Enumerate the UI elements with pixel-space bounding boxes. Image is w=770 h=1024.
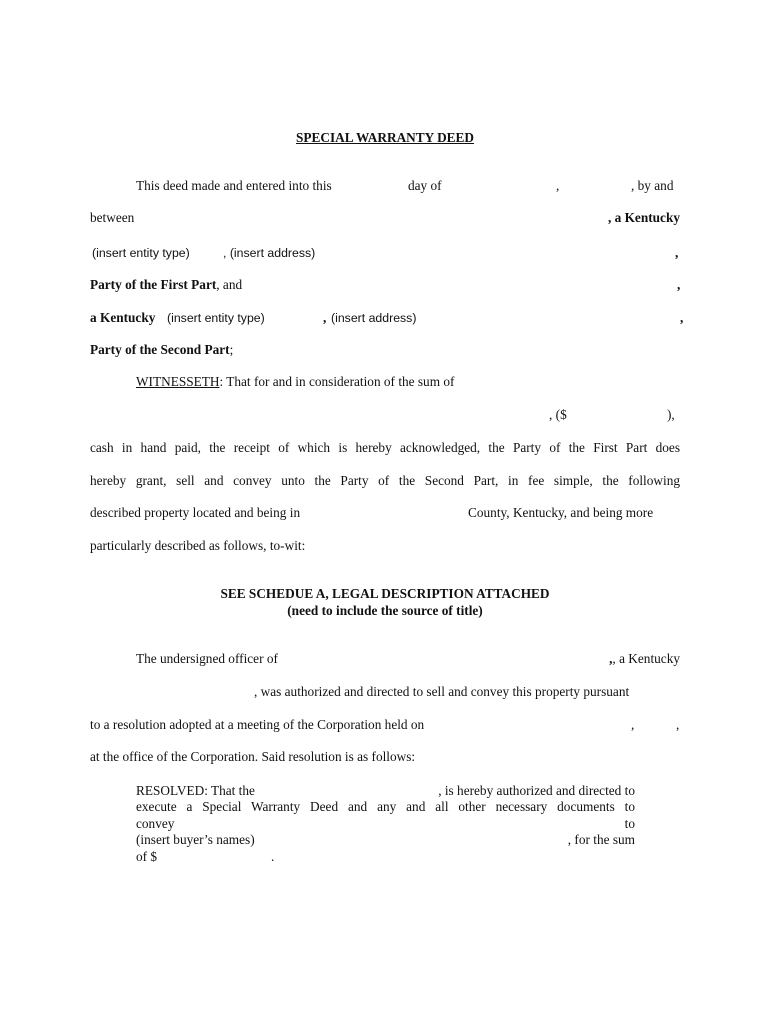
resolved-to: to <box>624 816 635 831</box>
officer-intro: The undersigned officer of <box>136 651 278 666</box>
insert-address-1: , (insert address) <box>223 246 316 260</box>
by-and-text: , by and <box>631 178 674 193</box>
officer-comma: , <box>609 651 613 666</box>
first-party-kentucky: , a Kentucky <box>607 210 680 225</box>
line-end-comma-1: , <box>675 245 679 260</box>
deed-intro-text: This deed made and entered into this <box>136 178 332 193</box>
between-text: between <box>90 210 135 225</box>
witnesseth-line <box>136 374 454 390</box>
schedule-subheading: (need to include the source of title) <box>287 603 483 618</box>
resolved-for-sum: , for the sum <box>567 832 635 847</box>
resolved-line-2: execute a Special Warranty Deed and any and all other necessary documents to <box>136 799 635 814</box>
insert-entity-type-1: (insert entity type) <box>92 246 190 260</box>
officer-office: at the office of the Corporation. Said resolution is as follows: <box>90 749 416 764</box>
grant-line-4: particularly described as follows, to-wit: <box>90 538 306 553</box>
schedule-heading: SEE SCHEDUE A, LEGAL DESCRIPTION ATTACHED <box>220 586 550 601</box>
dollar-open: , ($ <box>549 407 567 422</box>
separator-comma: , <box>323 310 327 325</box>
insert-address-2: (insert address) <box>331 311 417 325</box>
grant-line-3a: described property located and being in <box>90 505 301 520</box>
grant-line-3b: County, Kentucky, and being more <box>468 505 654 520</box>
day-of-text: day of <box>408 178 442 193</box>
grant-line-2: hereby grant, sell and convey unto the Party of the Second Part, in fee simple, the following <box>90 473 680 488</box>
dollar-close: ), <box>667 407 675 422</box>
officer-comma-2: , <box>676 717 680 732</box>
semicolon-text: ; <box>229 342 234 357</box>
party-second-label: Party of the Second Part <box>90 342 230 357</box>
witnesseth-label: WITNESSETH <box>136 374 220 389</box>
insert-entity-type-2: (insert entity type) <box>167 311 265 325</box>
officer-authorized: , was authorized and directed to sell and convey this property pursuant <box>254 684 630 699</box>
party-first-line <box>90 277 242 293</box>
officer-kentucky-text: , a Kentucky <box>612 651 680 666</box>
date-comma: , <box>556 178 560 193</box>
second-party-kentucky: a Kentucky <box>90 310 156 325</box>
line-end-comma-3: , <box>680 310 684 325</box>
resolved-buyers: (insert buyer’s names) <box>136 832 255 847</box>
resolved-authorized: , is hereby authorized and directed to <box>438 783 635 798</box>
line-end-comma-2: , <box>677 277 681 292</box>
witnesseth-text: : That for and in consideration of the sum of <box>219 374 455 389</box>
document-title: SPECIAL WARRANTY DEED <box>295 130 475 145</box>
resolved-convey: convey <box>136 816 175 831</box>
and-text: , and <box>216 277 243 292</box>
officer-comma-1: , <box>631 717 635 732</box>
officer-kentucky <box>480 651 680 667</box>
resolved-of: of $ <box>136 849 158 864</box>
party-second-line <box>90 342 233 358</box>
resolved-label: RESOLVED: That the <box>136 783 255 798</box>
resolved-period: . <box>271 849 275 864</box>
party-first-label: Party of the First Part <box>90 277 217 292</box>
grant-line-1: cash in hand paid, the receipt of which is hereby acknowledged, the Party of the First Part does <box>90 440 680 455</box>
officer-resolution: to a resolution adopted at a meeting of the Corporation held on <box>90 717 425 732</box>
